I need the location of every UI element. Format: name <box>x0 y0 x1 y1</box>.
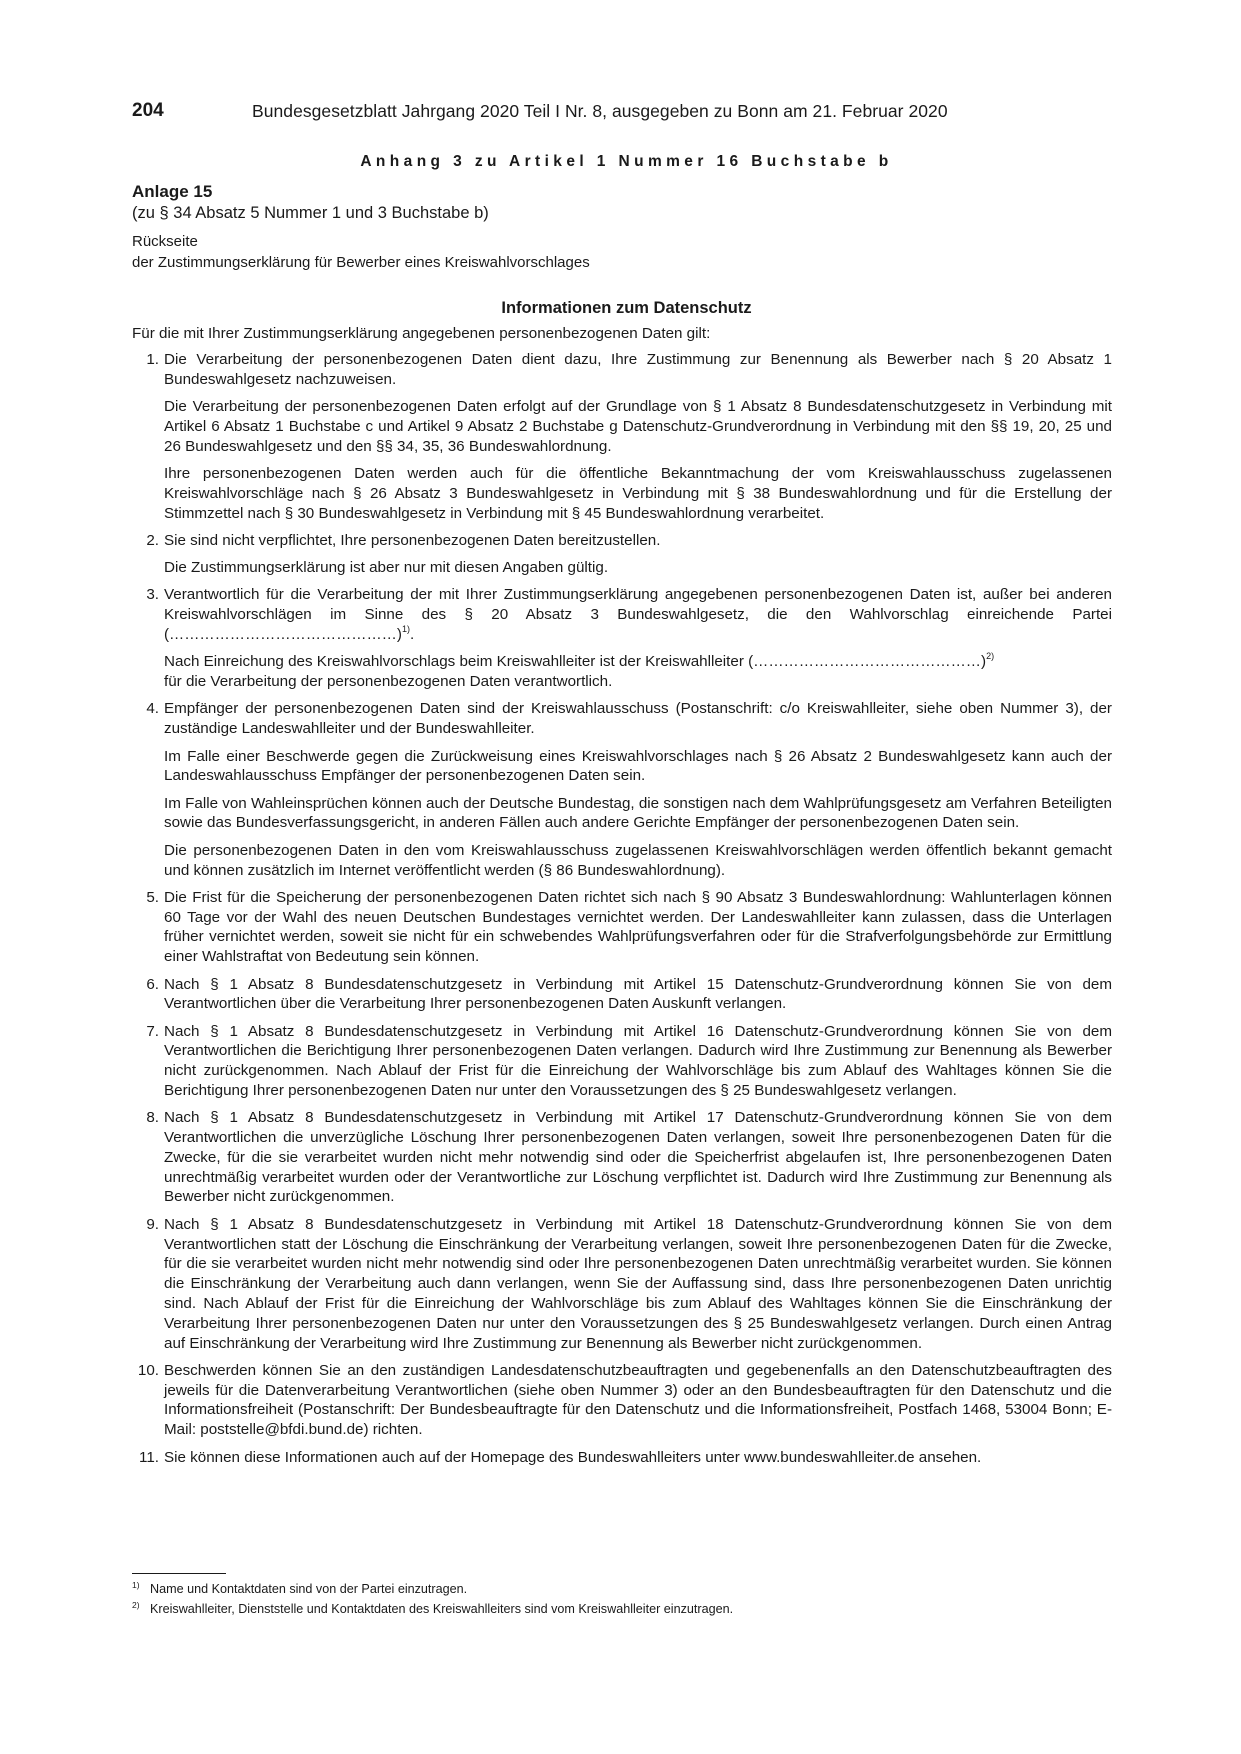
item-paragraph: Nach § 1 Absatz 8 Bundesdatenschutzgesetz in Verbindung mit Artikel 18 Datenschutz-Grundverordnung können Sie von dem Verantwortlichen statt der Löschung die Einschränkung der Verarbeitung verlangen, soweit Ihre personenbezogenen Daten für die Zwecke, für die sie verarbeitet wurden nicht mehr notwendig sind oder Ihre personenbezogenen Daten unrechtmäßig verarbeitet wurden. Sie können die Einschränkung der Verarbeitung auch dann verlangen, wenn Sie der Auffassung sind, dass Ihre personenbezogenen Daten unrichtig sind. Nach Ablauf der Frist für die Einreichung der Wahlvorschläge bis zum Ablauf des Wahltages können Sie die Einschränkung der Verarbeitung Ihrer personenbezogenen Daten nur unter den Voraussetzungen des § 25 Bundeswahlgesetz verlangen. Durch einen Antrag auf Einschränkung der Verarbeitung wird Ihre Zustimmung zur Benennung als Bewerber nicht zurückgenommen. <box>164 1215 1112 1352</box>
numbered-list <box>132 350 1112 1475</box>
item-paragraph: Die Frist für die Speicherung der personenbezogenen Daten richtet sich nach § 90 Absatz 3 Bundeswahlordnung: Wahlunterlagen können 60 Tage vor der Wahl des neuen Deutschen Bundestages vernichtet werden. Der Landeswahlleiter kann zulassen, dass die Unterlagen früher vernichtet werden, soweit sie nicht für ein schwebendes Wahlprüfungsverfahren oder für die Strafverfolgungsbehörde zur Ermittlung einer Wahlstraftat von Bedeutung sein können. <box>164 888 1112 966</box>
anlage-reference: (zu § 34 Absatz 5 Nummer 1 und 3 Buchstabe b) <box>132 204 489 222</box>
item-number: 9. <box>146 1215 159 1233</box>
item-number: 8. <box>146 1109 159 1127</box>
item-paragraph <box>164 585 1112 644</box>
page-number: 204 <box>132 100 164 121</box>
item-number: 3. <box>146 586 159 604</box>
list-item-3 <box>132 585 1112 691</box>
footnote-ref-1: 1) <box>401 624 410 635</box>
item-text-tail: . <box>409 626 415 644</box>
item-number: 1. <box>146 351 159 368</box>
item-text: Nach Einreichung des Kreiswahlvorschlags beim Kreiswahlleiter ist der Kreiswahlleiter (………………………………………) <box>164 653 987 671</box>
list-item-6 <box>132 975 1112 1015</box>
item-paragraph <box>164 652 1112 692</box>
list-item-10 <box>132 1361 1112 1440</box>
anlage-title: Anlage 15 <box>132 182 213 201</box>
item-paragraph: Im Falle von Wahleinsprüchen können auch der Deutsche Bundestag, die sonstigen nach dem Wahlprüfungsgesetz am Verfahren Beteiligten sowie das Bundesverfassungsgericht, in anderen Fällen auch andere Gerichte Empfänger der personenbezogenen Daten sein. <box>164 794 1112 832</box>
footnote-marker: 2) <box>132 1600 140 1610</box>
item-paragraph: Die Zustimmungserklärung ist aber nur mit diesen Angaben gültig. <box>164 559 609 577</box>
anlage-subtitle-line1: Rückseite <box>132 233 198 250</box>
item-number: 10. <box>137 1361 159 1379</box>
item-paragraph: Die Verarbeitung der personenbezogenen Daten dient dazu, Ihre Zustimmung zur Benennung als Bewerber nach § 20 Absatz 1 Bundeswahlgesetz nachzuweisen. <box>164 351 1112 388</box>
list-item-8 <box>132 1108 1112 1207</box>
item-number: 6. <box>146 975 159 993</box>
footnote-marker: 1) <box>132 1580 140 1590</box>
running-title: Bundesgesetzblatt Jahrgang 2020 Teil I Nr. 8, ausgegeben zu Bonn am 21. Februar 2020 <box>252 101 948 121</box>
item-paragraph: Im Falle einer Beschwerde gegen die Zurückweisung eines Kreiswahlvorschlages nach § 26 Absatz 2 Bundeswahlgesetz kann auch der Landeswahlausschuss Empfänger der personenbezogenen Daten sein. <box>164 747 1112 785</box>
section-intro: Für die mit Ihrer Zustimmungserklärung angegebenen personenbezogenen Daten gilt: <box>132 325 711 342</box>
footnote-ref-2: 2) <box>986 651 995 662</box>
footnote-2 <box>132 1600 733 1616</box>
item-number: 4. <box>146 700 159 718</box>
item-paragraph: Die Verarbeitung der personenbezogenen Daten erfolgt auf der Grundlage von § 1 Absatz 8 Bundesdatenschutzgesetz in Verbindung mit Artikel 6 Absatz 1 Buchstabe c und Artikel 9 Absatz 2 Buchstabe g Datenschutz-Grundverordnung in Verbindung mit den §§ 19, 20, 25 und 26 Bundeswahlgesetz und den §§ 34, 35, 36 Bundeswahlordnung. <box>164 398 1112 455</box>
list-item-7 <box>132 1022 1112 1101</box>
item-number: 11. <box>139 1448 159 1466</box>
item-paragraph: Nach § 1 Absatz 8 Bundesdatenschutzgesetz in Verbindung mit Artikel 16 Datenschutz-Grundverordnung können Sie von dem Verantwortlichen die Berichtigung Ihrer personenbezogenen Daten verlangen. Dadurch wird Ihre Zustimmung zur Benennung als Bewerber nicht zurückgenommen. Nach Ablauf der Frist für die Einreichung der Wahlvorschläge bis zum Ablauf des Wahltages können Sie die Berichtigung Ihrer personenbezogenen Daten nur unter den Voraussetzungen des § 25 Bundeswahlgesetz verlangen. <box>164 1022 1112 1099</box>
item-paragraph: Die personenbezogenen Daten in den vom Kreiswahlausschuss zugelassenen Kreiswahlvorschlägen werden öffentlich bekannt gemacht und können zusätzlich im Internet veröffentlicht werden (§ 86 Bundeswahlordnung). <box>164 841 1112 879</box>
footnote-text: Name und Kontaktdaten sind von der Partei einzutragen. <box>150 1582 468 1596</box>
item-text: Verantwortlich für die Verarbeitung der mit Ihrer Zustimmungserklärung angegebenen personenbezogenen Daten ist, außer bei anderen Kreiswahlvorschlägen im Sinne des § 20 Absatz 3 Bundeswahlgesetz, die den Wahlvorschlag einreichende Partei (………………………………………) <box>164 586 1112 644</box>
footnote-1 <box>132 1580 467 1596</box>
footnote-divider <box>132 1573 226 1574</box>
list-item-2 <box>132 531 1112 578</box>
item-paragraph: Sie können diese Informationen auch auf der Homepage des Bundeswahlleiters unter www.bundeswahlleiter.de ansehen. <box>164 1448 982 1466</box>
list-item-1 <box>132 350 1112 523</box>
item-number: 7. <box>146 1022 159 1040</box>
list-item-5 <box>132 888 1112 967</box>
annex-heading: Anhang 3 zu Artikel 1 Nummer 16 Buchstabe b <box>360 153 893 170</box>
list-item-4 <box>132 699 1112 880</box>
section-title: Informationen zum Datenschutz <box>501 299 752 317</box>
item-paragraph: Nach § 1 Absatz 8 Bundesdatenschutzgesetz in Verbindung mit Artikel 17 Datenschutz-Grundverordnung können Sie von dem Verantwortlichen die unverzügliche Löschung Ihrer personenbezogenen Daten verlangen, soweit Ihre personenbezogenen Daten für die Zwecke, für die sie verarbeitet wurden nicht mehr notwendig sind oder die Speicherfrist abgelaufen ist, Ihre personenbezogenen Daten unrechtmäßig verarbeitet wurden oder der Verantwortliche zur Löschung verpflichtet ist. Dadurch wird Ihre Zustimmung zur Benennung als Bewerber nicht zurückgenommen. <box>164 1109 1112 1206</box>
anlage-subtitle-line2: der Zustimmungserklärung für Bewerber eines Kreiswahlvorschlages <box>132 254 590 271</box>
item-paragraph: Ihre personenbezogenen Daten werden auch für die öffentliche Bekanntmachung der vom Kreiswahlausschuss zugelassenen Kreiswahlvorschläge nach § 26 Absatz 3 Bundeswahlgesetz in Verbindung mit § 38 Bundeswahlordnung und für die Erstellung der Stimmzettel nach § 30 Bundeswahlgesetz in Verbindung mit § 45 Bundeswahlordnung verarbeitet. <box>164 464 1112 522</box>
footnote-text: Kreiswahlleiter, Dienststelle und Kontaktdaten des Kreiswahlleiters sind vom Kreiswahlleiter einzutragen. <box>150 1602 734 1616</box>
item-paragraph: Nach § 1 Absatz 8 Bundesdatenschutzgesetz in Verbindung mit Artikel 15 Datenschutz-Grundverordnung können Sie von dem Verantwortlichen über die Verarbeitung Ihrer personenbezogenen Daten Auskunft verlangen. <box>164 975 1112 1013</box>
item-number: 5. <box>146 888 159 906</box>
item-paragraph: Sie sind nicht verpflichtet, Ihre personenbezogenen Daten bereitzustellen. <box>164 531 661 549</box>
item-number: 2. <box>146 531 159 549</box>
item-paragraph: Empfänger der personenbezogenen Daten sind der Kreiswahlausschuss (Postanschrift: c/o Kreiswahlleiter, siehe oben Nummer 3), der zuständige Landeswahlleiter und der Bundeswahlleiter. <box>164 700 1112 738</box>
item-text-tail: für die Verarbeitung der personenbezogenen Daten verantwortlich. <box>164 673 613 691</box>
item-paragraph: Beschwerden können Sie an den zuständigen Landesdatenschutzbeauftragten und gegebenenfalls an den Datenschutzbeauftragten des jeweils für die Datenverarbeitung Verantwortlichen (siehe oben Nummer 3) oder an den Bundesbeauftragten für den Datenschutz und die Informationsfreiheit (Postanschrift: Der Bundesbeauftragte für den Datenschutz und die Informationsfreiheit, Postfach 1468, 53004 Bonn; E-Mail: poststelle@bfdi.bund.de) richten. <box>164 1361 1112 1439</box>
list-item-11 <box>132 1448 1112 1468</box>
list-item-9 <box>132 1215 1112 1354</box>
